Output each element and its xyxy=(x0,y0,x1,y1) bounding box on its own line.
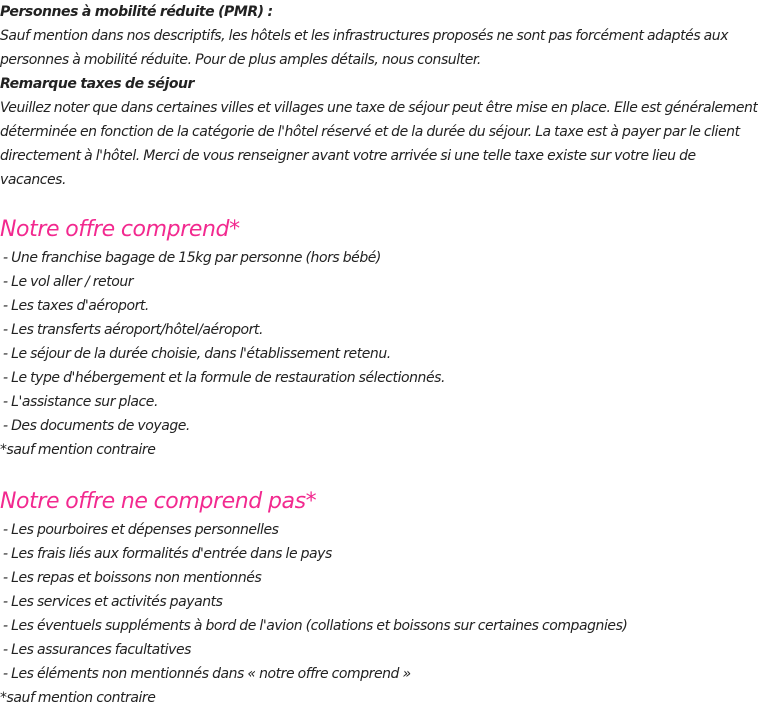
tourist-tax-label: Remarque taxes de séjour xyxy=(0,76,194,92)
list-item: - Les services et activités payants xyxy=(3,594,223,610)
tourist-tax-text: Veuillez noter que dans certaines villes et villages une taxe de séjour peut être mise en place. Elle est généralement déterminée en fonction de la catégorie de l'hôtel réservé et de la durée du séjour. La taxe est à payer par le client directement à l'hôtel. Merci de vous renseigner avant votre arrivée si une telle taxe existe sur votre lieu de vacances. xyxy=(0,100,758,188)
spacer xyxy=(0,192,758,213)
pmr-section xyxy=(0,0,758,72)
tourist-tax-section xyxy=(0,72,758,192)
list-item: - Les éléments non mentionnés dans « notre offre comprend » xyxy=(3,666,411,682)
offer-excludes-list xyxy=(0,518,758,686)
spacer xyxy=(0,462,758,485)
list-item: - Le vol aller / retour xyxy=(3,274,134,290)
offer-includes-note: *sauf mention contraire xyxy=(0,442,156,458)
offer-excludes-note: *sauf mention contraire xyxy=(0,690,156,706)
list-item: - Les frais liés aux formalités d'entrée dans le pays xyxy=(3,546,332,562)
offer-includes-section xyxy=(0,213,758,462)
list-item: - Le séjour de la durée choisie, dans l'établissement retenu. xyxy=(3,346,391,362)
offer-excludes-heading: Notre offre ne comprend pas* xyxy=(0,489,317,514)
pmr-text: Sauf mention dans nos descriptifs, les hôtels et les infrastructures proposés ne sont pas forcément adaptés aux personnes à mobilité réduite. Pour de plus amples détails, nous consulter. xyxy=(0,28,729,68)
list-item: - Les transferts aéroport/hôtel/aéroport. xyxy=(3,322,263,338)
list-item: - Les assurances facultatives xyxy=(3,642,192,658)
list-item: - Les pourboires et dépenses personnelles xyxy=(3,522,279,538)
list-item: - Des documents de voyage. xyxy=(3,418,190,434)
offer-includes-heading: Notre offre comprend* xyxy=(0,217,240,242)
list-item: - Les taxes d'aéroport. xyxy=(3,298,149,314)
offer-includes-list xyxy=(0,246,758,438)
pmr-label: Personnes à mobilité réduite (PMR) : xyxy=(0,4,273,20)
list-item: - Le type d'hébergement et la formule de restauration sélectionnés. xyxy=(3,370,445,386)
list-item: - L'assistance sur place. xyxy=(3,394,158,410)
list-item: - Une franchise bagage de 15kg par personne (hors bébé) xyxy=(3,250,381,266)
list-item: - Les éventuels suppléments à bord de l'avion (collations et boissons sur certaines compagnies) xyxy=(3,618,628,634)
list-item: - Les repas et boissons non mentionnés xyxy=(3,570,262,586)
offer-excludes-section xyxy=(0,485,758,710)
